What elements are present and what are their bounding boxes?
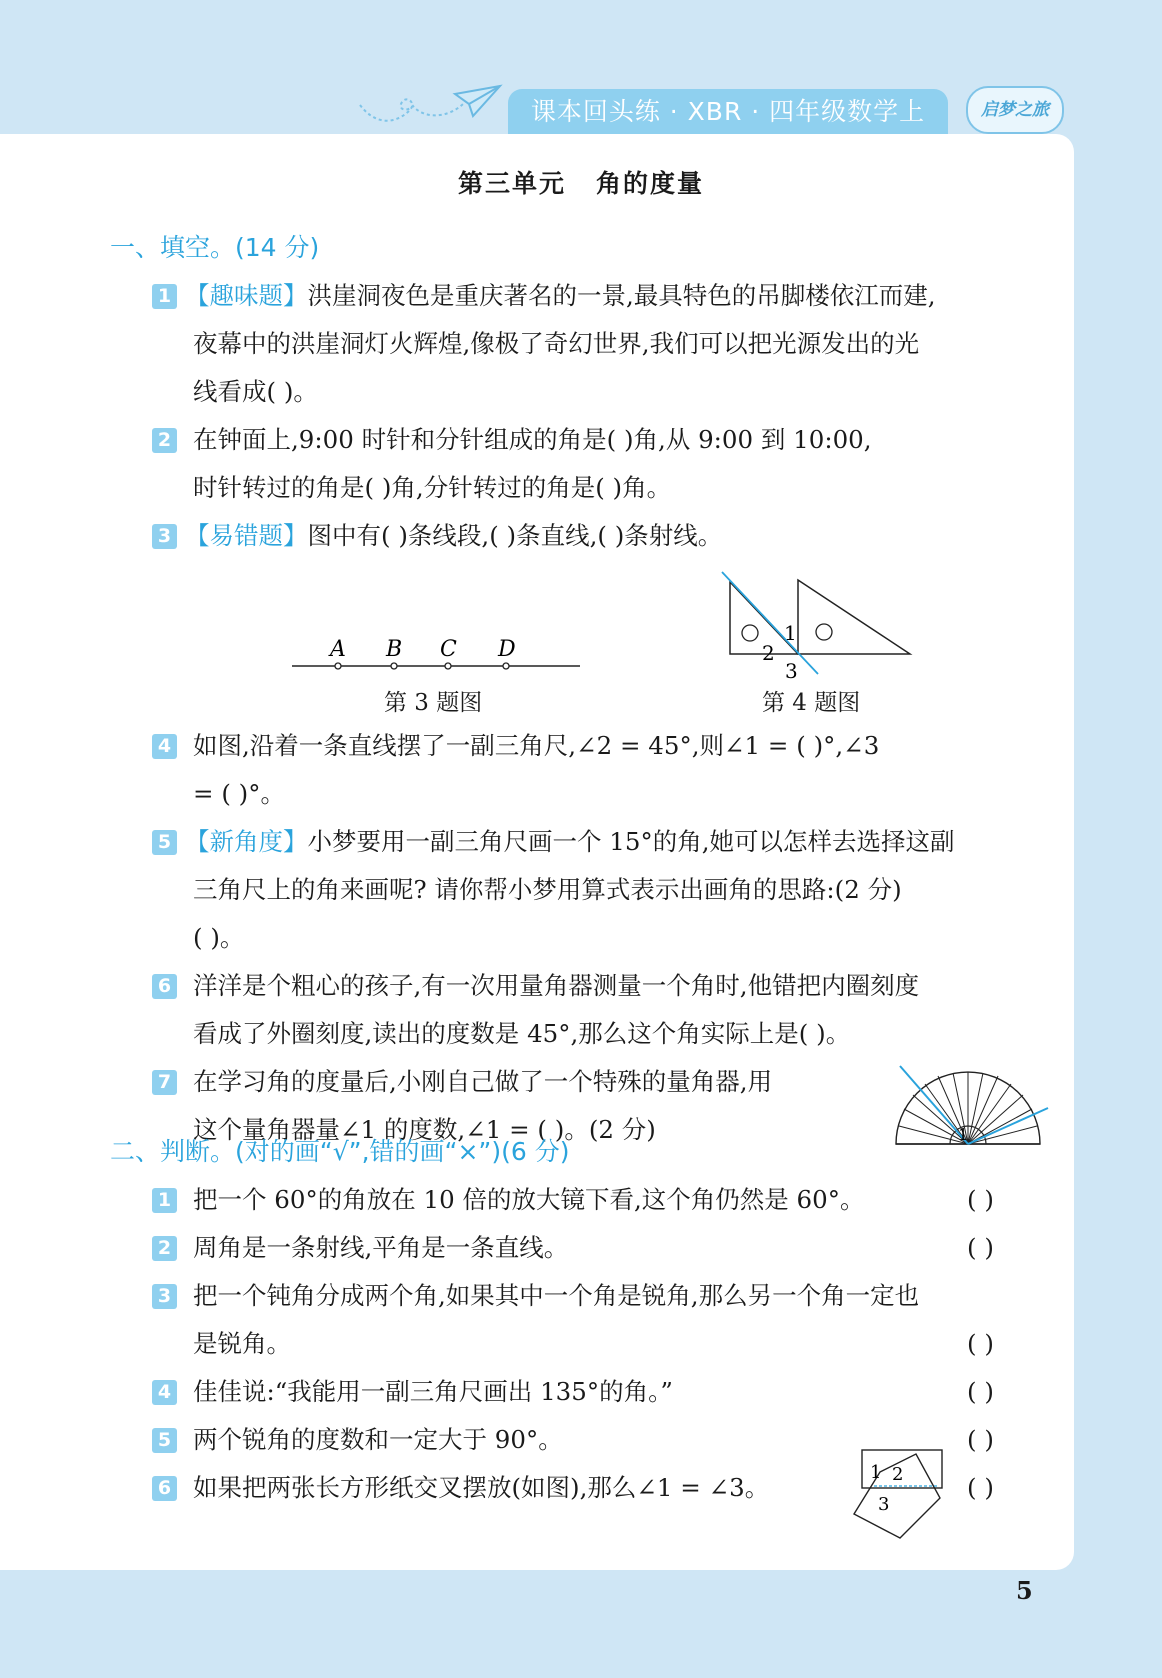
header-banner: 课本回头练 · XBR · 四年级数学上 [508, 89, 948, 135]
angle-label-2: 2 [892, 1464, 904, 1485]
point-label-d: D [498, 637, 516, 662]
question-number: 3 [152, 524, 177, 549]
question-number: 1 [152, 1188, 177, 1213]
question-text [185, 519, 722, 553]
point-label-a: A [330, 637, 346, 662]
question-line: 洋洋是个粗心的孩子,有一次用量角器测量一个角时,他错把内圈刻度 [193, 971, 920, 1000]
question-tag: 【趣味题】 [185, 281, 308, 310]
question-number: 3 [152, 1284, 177, 1309]
question-line: 洪崖洞夜色是重庆著名的一景,最具特色的吊脚楼依江而建, [307, 281, 936, 310]
question-tag: 【易错题】 [185, 521, 308, 550]
question-line: 两个锐角的度数和一定大于 90°。 [193, 1425, 563, 1454]
angle-label-1: 1 [784, 621, 797, 645]
question-line: 看成了外圈刻度,读出的度数是 45°,那么这个角实际上是( )。 [193, 1019, 851, 1048]
figure-4-set-squares [718, 570, 918, 680]
question-tag: 【新角度】 [185, 827, 308, 856]
worksheet-page [0, 134, 1074, 1570]
protractor-figure [890, 1064, 1050, 1154]
paper-plane-doodle-icon [355, 80, 505, 140]
figure-3-line-diagram [290, 634, 590, 674]
question-text [185, 279, 936, 313]
question-line: 把一个 60°的角放在 10 倍的放大镜下看,这个角仍然是 60°。 [193, 1185, 865, 1214]
figure-3-caption: 第 3 题图 [384, 690, 483, 716]
question-number: 2 [152, 1236, 177, 1261]
question-number: 4 [152, 1380, 177, 1405]
angle-label-1: 1 [870, 1462, 882, 1483]
question-line: 夜幕中的洪崖洞灯火辉煌,像极了奇幻世界,我们可以把光源发出的光 [193, 329, 920, 358]
page-header [0, 0, 1162, 136]
page-number: 5 [1016, 1576, 1033, 1605]
question-number: 6 [152, 974, 177, 999]
point-label-b: B [386, 637, 403, 662]
question-line: 佳佳说:“我能用一副三角尺画出 135°的角。” [193, 1377, 673, 1406]
question-line: ( )。 [193, 923, 245, 952]
answer-paren[interactable]: ( ) [967, 1377, 994, 1406]
question-line: 把一个钝角分成两个角,如果其中一个角是锐角,那么另一个角一定也 [193, 1281, 920, 1310]
question-line: 是锐角。 [193, 1329, 291, 1358]
question-line: 在学习角的度量后,小刚自己做了一个特殊的量角器,用 [193, 1067, 773, 1096]
point-label-c: C [440, 637, 457, 662]
question-line: 线看成( )。 [193, 377, 318, 406]
question-line: 这个量角器量∠1 的度数,∠1 = ( )。(2 分) [193, 1115, 656, 1144]
answer-paren[interactable]: ( ) [967, 1329, 994, 1358]
unit-label: 第三单元 [457, 169, 566, 198]
question-line: 周角是一条射线,平角是一条直线。 [193, 1233, 569, 1262]
answer-paren[interactable]: ( ) [967, 1233, 994, 1262]
protractor-angle-label: 1 [958, 1125, 969, 1144]
question-line: 三角尺上的角来画呢? 请你帮小梦用算式表示出画角的思路:(2 分) [193, 875, 902, 904]
angle-label-3: 3 [785, 659, 798, 680]
question-line: = ( )°。 [193, 779, 285, 808]
question-line: 如图,沿着一条直线摆了一副三角尺,∠2 = 45°,则∠1 = ( )°,∠3 [193, 731, 880, 760]
question-number: 4 [152, 734, 177, 759]
question-number: 5 [152, 830, 177, 855]
answer-paren[interactable]: ( ) [967, 1185, 994, 1214]
section-heading-judge: 二、判断。(对的画“√”,错的画“×”)(6 分) [110, 1137, 570, 1166]
unit-topic: 角的度量 [596, 169, 705, 198]
crossed-rectangles-figure [850, 1446, 950, 1546]
question-line: 在钟面上,9:00 时针和分针组成的角是( )角,从 9:00 到 10:00, [193, 425, 872, 454]
question-number: 1 [152, 284, 177, 309]
question-text [185, 825, 955, 859]
question-line: 如果把两张长方形纸交叉摆放(如图),那么∠1 = ∠3。 [193, 1473, 770, 1502]
question-line: 时针转过的角是( )角,分针转过的角是( )角。 [193, 473, 672, 502]
angle-label-2: 2 [762, 641, 775, 665]
angle-label-3: 3 [878, 1494, 890, 1515]
answer-paren[interactable]: ( ) [967, 1425, 994, 1454]
section-heading-fill: 一、填空。(14 分) [110, 233, 320, 262]
page-title [0, 164, 1162, 200]
question-line: 图中有( )条线段,( )条直线,( )条射线。 [307, 521, 723, 550]
question-line: 小梦要用一副三角尺画一个 15°的角,她可以怎样去选择这副 [307, 827, 955, 856]
brand-logo: 启梦之旅 [966, 86, 1064, 134]
question-number: 2 [152, 428, 177, 453]
question-number: 5 [152, 1428, 177, 1453]
question-number: 6 [152, 1476, 177, 1501]
question-number: 7 [152, 1070, 177, 1095]
figure-4-caption: 第 4 题图 [762, 690, 861, 716]
answer-paren[interactable]: ( ) [967, 1473, 994, 1502]
